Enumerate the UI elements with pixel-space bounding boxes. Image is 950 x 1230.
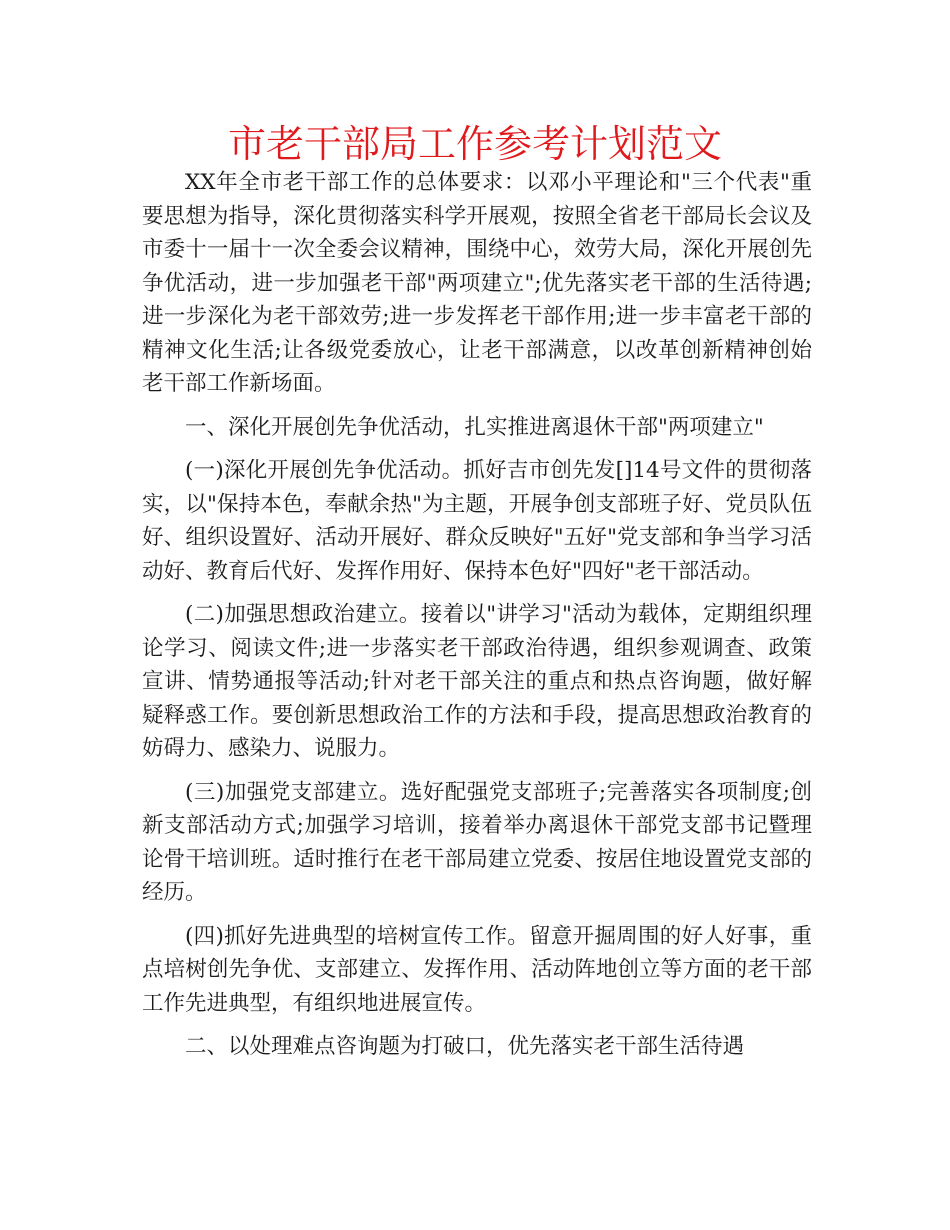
- paragraph-item-4: (四)抓好先进典型的培树宣传工作。留意开掘周围的好人好事，重点培树创先争优、支部建立、发挥作用、活动阵地创立等方面的老干部工作先进典型，有组织地进展宣传。: [142, 923, 812, 1016]
- section-heading-1: 一、深化开展创先争优活动，扎实推进离退休干部"两项建立": [185, 414, 764, 440]
- section-heading-2: 二、以处理难点咨询题为打破口，优先落实老干部生活待遇: [185, 1034, 745, 1059]
- paragraph-item-1: (一)深化开展创先争优活动。抓好吉市创先发[]14号文件的贯彻落实，以"保持本色，奉献余热"为主题，开展争创支部班子好、党员队伍好、组织设置好、活动开展好、群众反映好"五好"党支部和争当学习活动好、教育后代好、发挥作用好、保持本色好"四好"老干部活动。: [142, 458, 812, 584]
- document-title: 市老干部局工作参考计划范文: [227, 122, 722, 166]
- paragraph-item-2: (二)加强思想政治建立。接着以"讲学习"活动为载体，定期组织理论学习、阅读文件;进一步落实老干部政治待遇，组织参观调查、政策宣讲、情势通报等活动;针对老干部关注的重点和热点咨询题，做好解疑释惑工作。要创新思想政治工作的方法和手段，提高思想政治教育的妨碍力、感染力、说服力。: [142, 602, 812, 761]
- paragraph-item-3: (三)加强党支部建立。选好配强党支部班子;完善落实各项制度;创新支部活动方式;加强学习培训，接着举办离退休干部党支部书记暨理论骨干培训班。适时推行在老干部局建立党委、按居住地设置党支部的经历。: [142, 779, 812, 905]
- paragraph-intro: XX年全市老干部工作的总体要求：以邓小平理论和"三个代表"重要思想为指导，深化贯彻落实科学开展观，按照全省老干部局长会议及市委十一届十一次全委会议精神，围绕中心，效劳大局，深化开展创先争优活动，进一步加强老干部"两项建立";优先落实老干部的生活待遇;进一步深化为老干部效劳;进一步发挥老干部作用;进一步丰富老干部的精神文化生活;让各级党委放心，让老干部满意，以改革创新精神创始老干部工作新场面。: [142, 170, 812, 396]
- document-body: [142, 166, 812, 1064]
